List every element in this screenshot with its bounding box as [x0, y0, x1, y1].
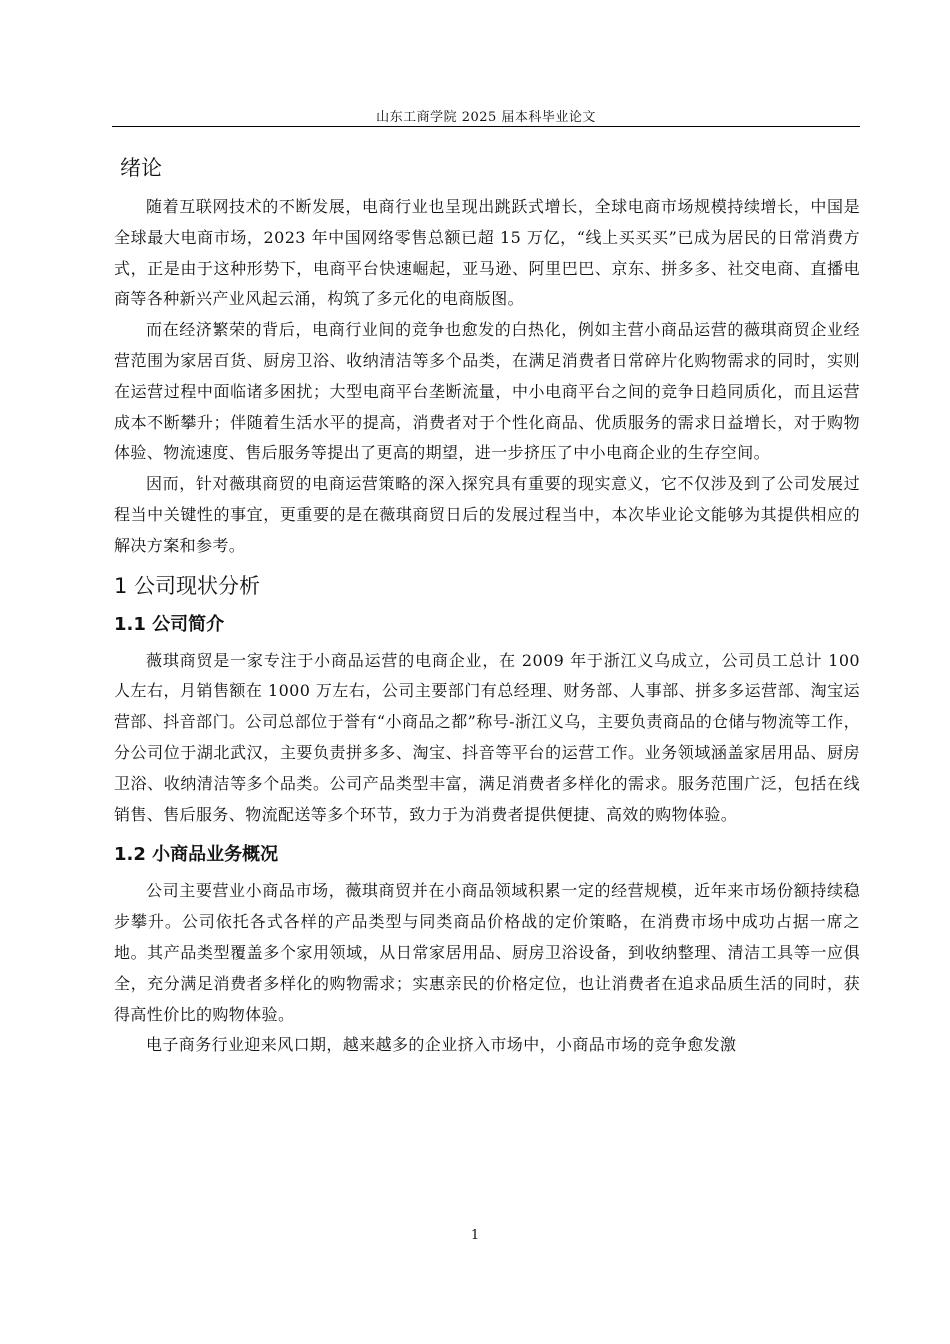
- document-body: [114, 150, 860, 1061]
- section-1-2-paragraph-1: 公司主要营业小商品市场，薇琪商贸并在小商品领域积累一定的经营规模，近年来市场份额持续稳步攀升。公司依托各式各样的产品类型与同类商品价格战的定价策略，在消费市场中成功占据一席之地。其产品类型覆盖多个家用领域，从日常家居用品、厨房卫浴设备，到收纳整理、清洁工具等一应俱全，充分满足消费者多样化的购物需求；实惠亲民的价格定位，也让消费者在追求品质生活的同时，获得高性价比的购物体验。: [114, 881, 860, 1024]
- running-header: 山东工商学院 2025 届本科毕业论文: [376, 110, 596, 125]
- section-1-1-paragraph-1: 薇琪商贸是一家专注于小商品运营的电商企业，在 2009 年于浙江义乌成立，公司员工总计 100 人左右，月销售额在 1000 万左右，公司主要部门有总经理、财务部、人事部、拼多多运营部、淘宝运营部、抖音部门。公司总部位于誉有“小商品之都”称号-浙江义乌，主要负责商品的仓储与物流等工作，分公司位于湖北武汉，主要负责拼多多、淘宝、抖音等平台的运营工作。业务领域涵盖家居用品、厨房卫浴、收纳清洁等多个品类。公司产品类型丰富，满足消费者多样化的需求。服务范围广泛，包括在线销售、售后服务、物流配送等多个环节，致力于为消费者提供便捷、高效的购物体验。: [114, 650, 860, 824]
- intro-heading: 绪论: [120, 156, 162, 180]
- section-1-2-heading: 1.2 小商品业务概况: [114, 844, 279, 866]
- intro-paragraph-3: 因而，针对薇琪商贸的电商运营策略的深入探究具有重要的现实意义，它不仅涉及到了公司发展过程当中关键性的事宜，更重要的是在薇琪商贸日后的发展过程当中，本次毕业论文能够为其提供相应的解决方案和参考。: [114, 474, 860, 555]
- section-1-2-paragraph-2: 电子商务行业迎来风口期，越来越多的企业挤入市场中，小商品市场的竞争愈发激: [146, 1035, 737, 1055]
- page-number: 1: [470, 1228, 480, 1243]
- chapter-1-heading: 1 公司现状分析: [114, 573, 261, 598]
- section-1-1-heading: 1.1 公司简介: [114, 613, 225, 635]
- intro-paragraph-2: 而在经济繁荣的背后，电商行业间的竞争也愈发的白热化，例如主营小商品运营的薇琪商贸企业经营范围为家居百货、厨房卫浴、收纳清洁等多个品类，在满足消费者日常碎片化购物需求的同时，实则在运营过程中面临诸多困扰；大型电商平台垄断流量，中小电商平台之间的竞争日趋同质化，而且运营成本不断攀升；伴随着生活水平的提高，消费者对于个性化商品、优质服务的需求日益增长，对于购物体验、物流速度、售后服务等提出了更高的期望，进一步挤压了中小电商企业的生存空间。: [114, 320, 860, 463]
- intro-paragraph-1: 随着互联网技术的不断发展，电商行业也呈现出跳跃式增长，全球电商市场规模持续增长，中国是全球最大电商市场，2023 年中国网络零售总额已超 15 万亿，“线上买买买”已成为居民的日常消费方式，正是由于这种形势下，电商平台快速崛起，亚马逊、阿里巴巴、京东、拼多多、社交电商、直播电商等各种新兴产业风起云涌，构筑了多元化的电商版图。: [114, 197, 860, 309]
- header-rule: [112, 126, 860, 127]
